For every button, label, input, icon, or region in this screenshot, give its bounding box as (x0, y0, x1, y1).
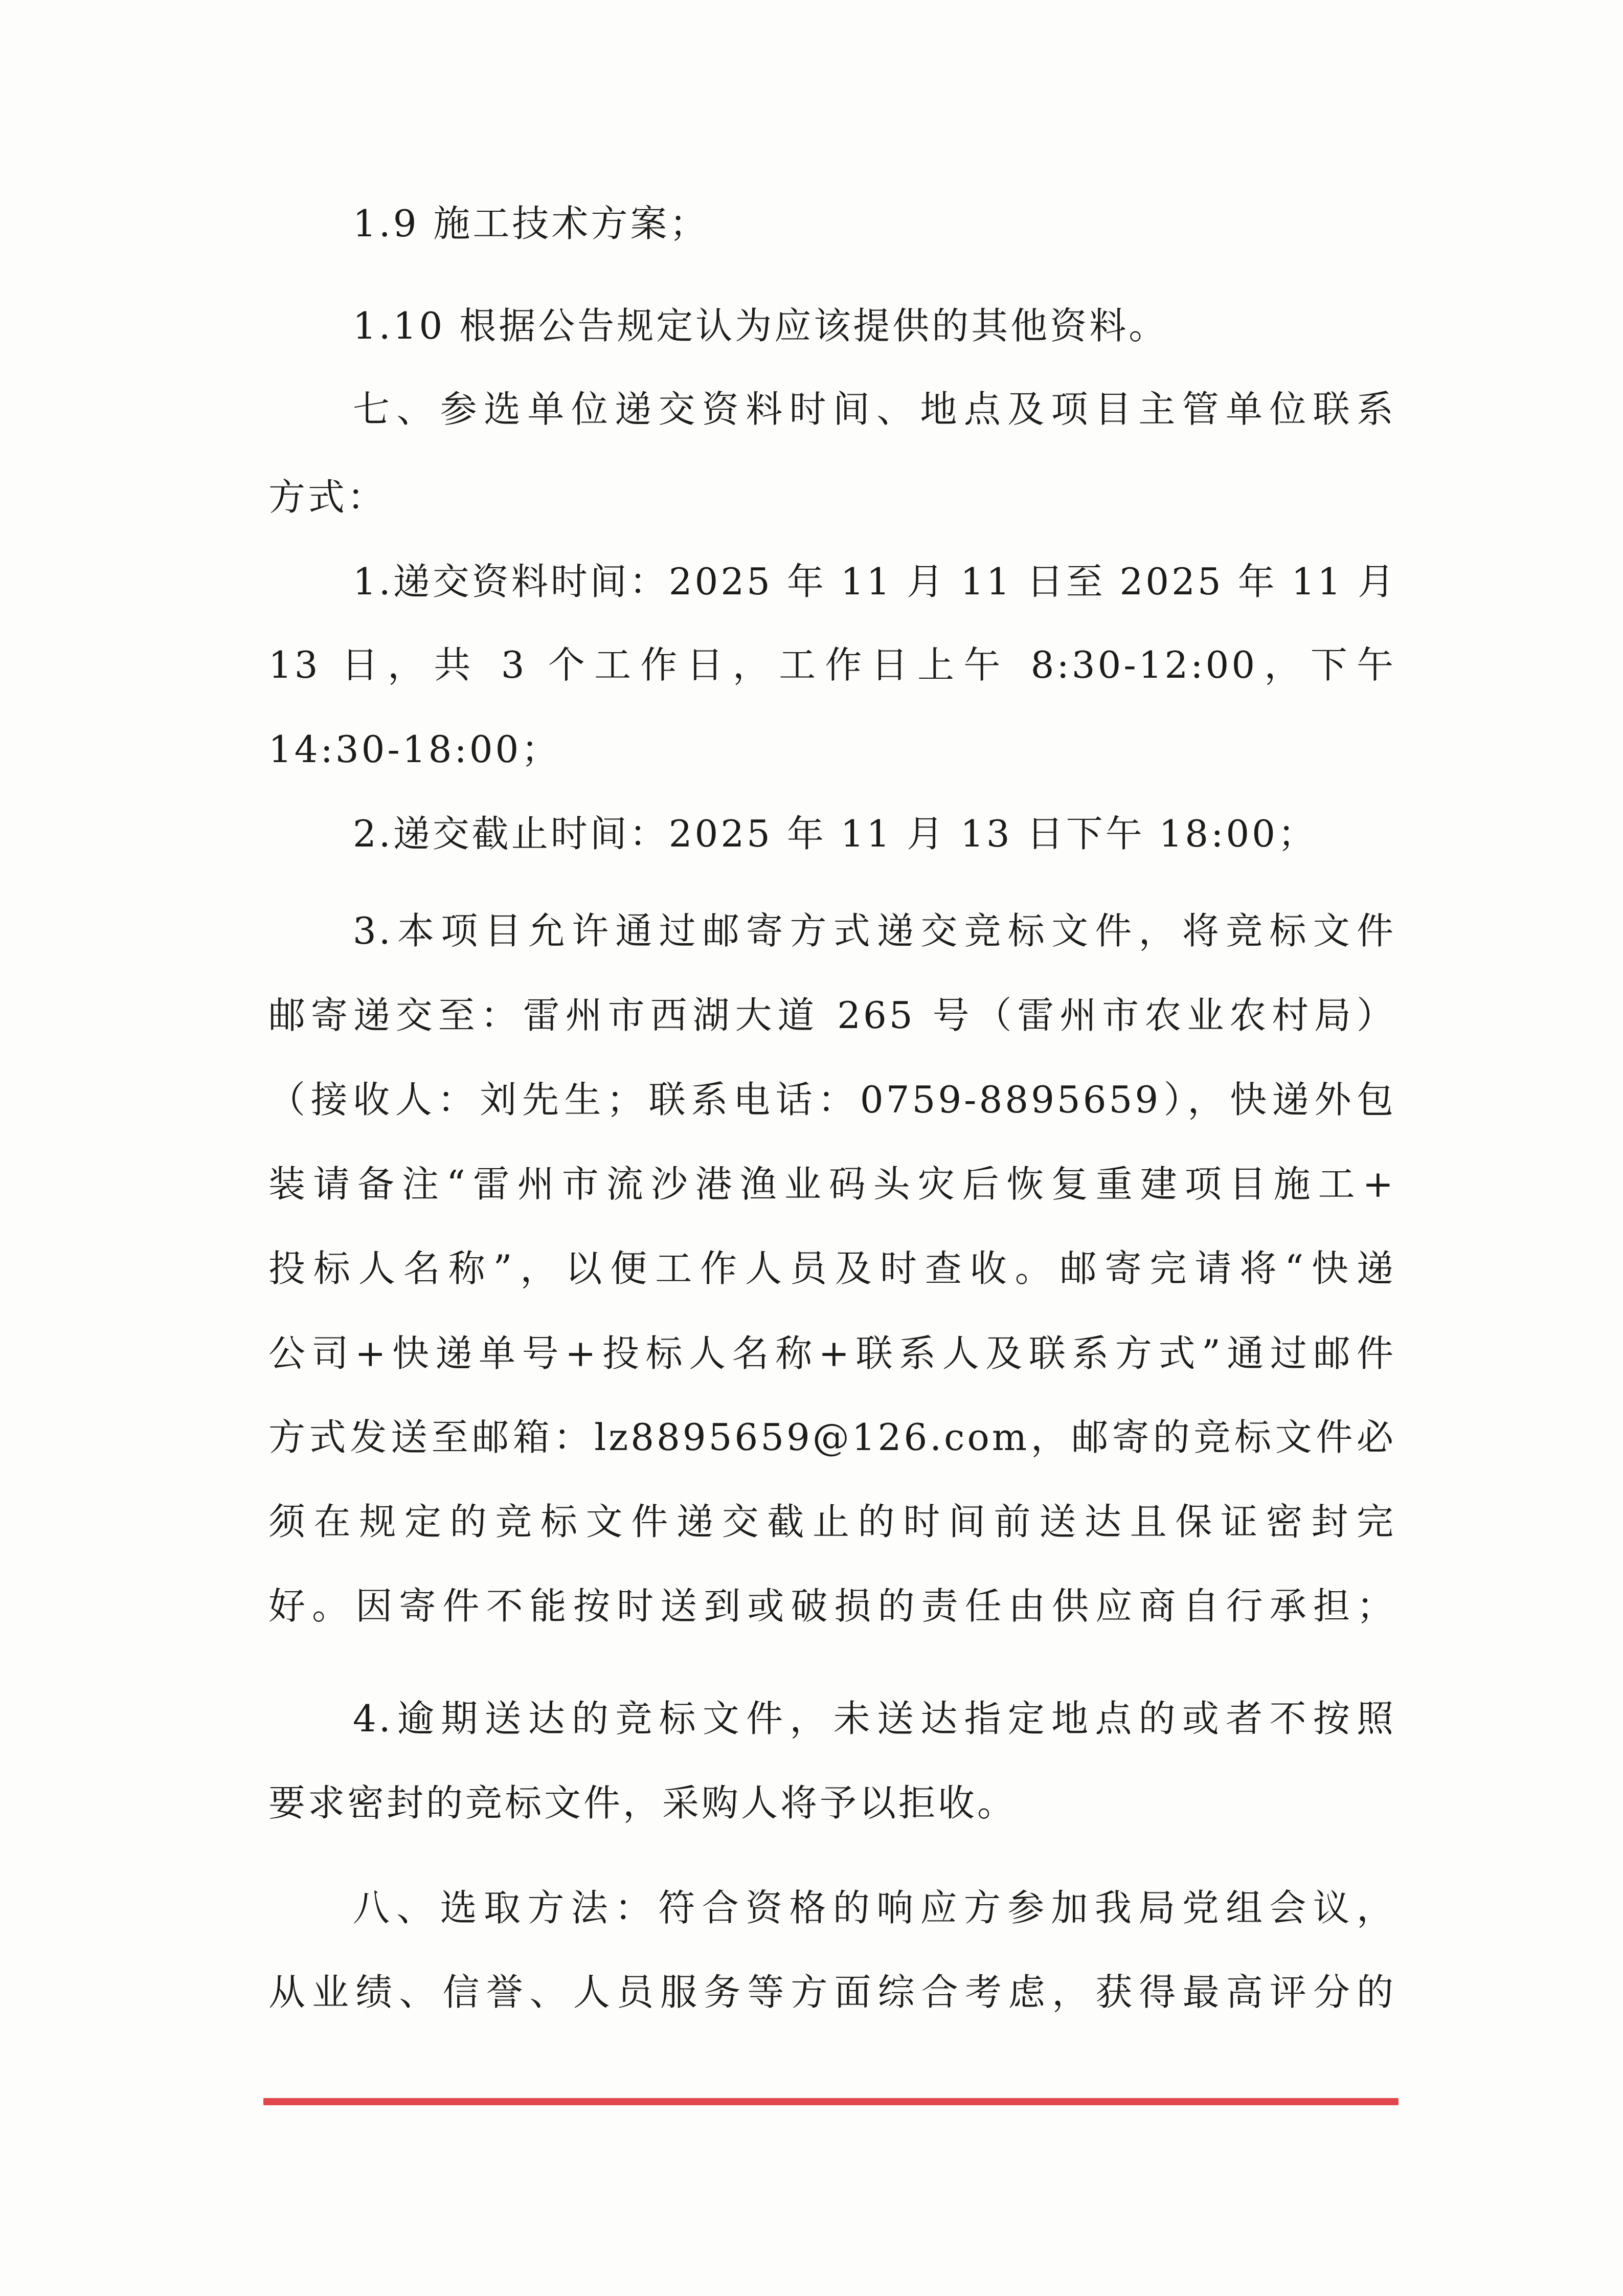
text-line: 须在规定的竞标文件递交截止的时间前送达且保证密封完 (268, 1500, 1396, 1543)
text-line: 邮寄递交至：雷州市西湖大道 265 号（雷州市农业农村局） (268, 994, 1396, 1037)
section-heading-8: 八、选取方法：符合资格的响应方参加我局党组会议， (353, 1886, 1396, 1929)
text-line: 要求密封的竞标文件，采购人将予以拒收。 (268, 1781, 1017, 1824)
text-line: 3.本项目允许通过邮寄方式递交竞标文件，将竞标文件 (353, 909, 1396, 952)
text-line: 1.9 施工技术方案； (353, 202, 709, 245)
text-line: 1.递交资料时间：2025 年 11 月 11 日至 2025 年 11 月 (353, 560, 1397, 603)
text-line: 方式发送至邮箱：lz8895659@126.com，邮寄的竞标文件必 (268, 1416, 1396, 1459)
text-line: 装请备注“雷州市流沙港渔业码头灾后恢复重建项目施工+ (268, 1163, 1396, 1206)
text-line: 方式： (268, 476, 387, 519)
text-line: 4.逾期送达的竞标文件，未送达指定地点的或者不按照 (353, 1697, 1396, 1740)
footer-red-rule (263, 2098, 1399, 2105)
text-line: 2.递交截止时间：2025 年 11 月 13 日下午 18:00； (353, 812, 1317, 855)
text-line: 投标人名称”，以便工作人员及时查收。邮寄完请将“快递 (268, 1247, 1396, 1290)
text-line: 公司+快递单号+投标人名称+联系人及联系方式”通过邮件 (268, 1332, 1396, 1375)
text-line: 14:30-18:00； (268, 728, 561, 771)
text-line: （接收人：刘先生；联系电话：0759-8895659），快递外包 (268, 1078, 1396, 1121)
text-line: 1.10 根据公告规定认为应该提供的其他资料。 (353, 304, 1168, 347)
text-line: 从业绩、信誉、人员服务等方面综合考虑，获得最高评分的 (268, 1971, 1396, 2014)
section-heading-7: 七、参选单位递交资料时间、地点及项目主管单位联系 (353, 388, 1396, 431)
text-line: 好。因寄件不能按时送到或破损的责任由供应商自行承担； (268, 1585, 1396, 1628)
text-line: 13 日，共 3 个工作日，工作日上午 8:30-12:00，下午 (268, 643, 1396, 686)
